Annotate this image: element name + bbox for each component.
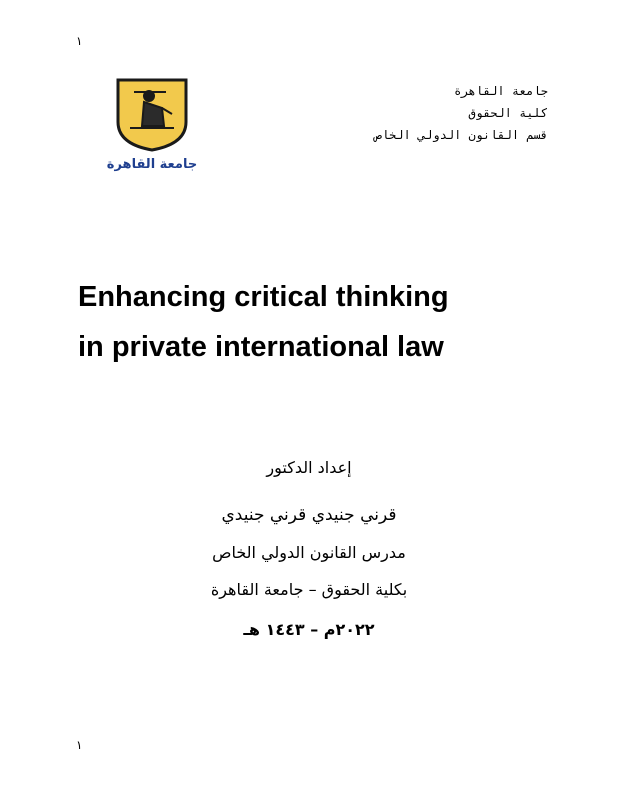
author-position — [0, 543, 618, 562]
author-position-text: مدرس القانون الدولي الخاص — [212, 543, 406, 562]
prepared-by — [0, 458, 618, 477]
faculty-name: كلية الحقوق — [468, 106, 548, 120]
author-name — [0, 505, 618, 525]
logo-text: جامعة القاهرة — [106, 157, 198, 172]
prepared-by-text: إعداد الدكتور — [266, 458, 352, 477]
publication-date — [0, 620, 618, 639]
author-affiliation-text: بكلية الحقوق – جامعة القاهرة — [210, 580, 408, 599]
title-line-2: in private international law — [78, 331, 444, 363]
page-number-bottom: ١ — [76, 738, 83, 752]
title-line-1: Enhancing critical thinking — [78, 281, 449, 313]
author-affiliation — [0, 580, 618, 599]
institution-block — [375, 80, 548, 146]
university-name: جامعة القاهرة — [454, 84, 548, 98]
department-name: قسم القانون الدولي الخاص — [374, 128, 548, 142]
document-title — [78, 272, 558, 372]
publication-date-text: ٢٠٢٢م – ١٤٤٣ هـ — [243, 620, 375, 639]
cairo-university-logo — [104, 74, 200, 174]
author-name-text: قرني جنيدي قرني جنيدي — [221, 505, 397, 525]
page-number-top: ١ — [76, 34, 83, 48]
